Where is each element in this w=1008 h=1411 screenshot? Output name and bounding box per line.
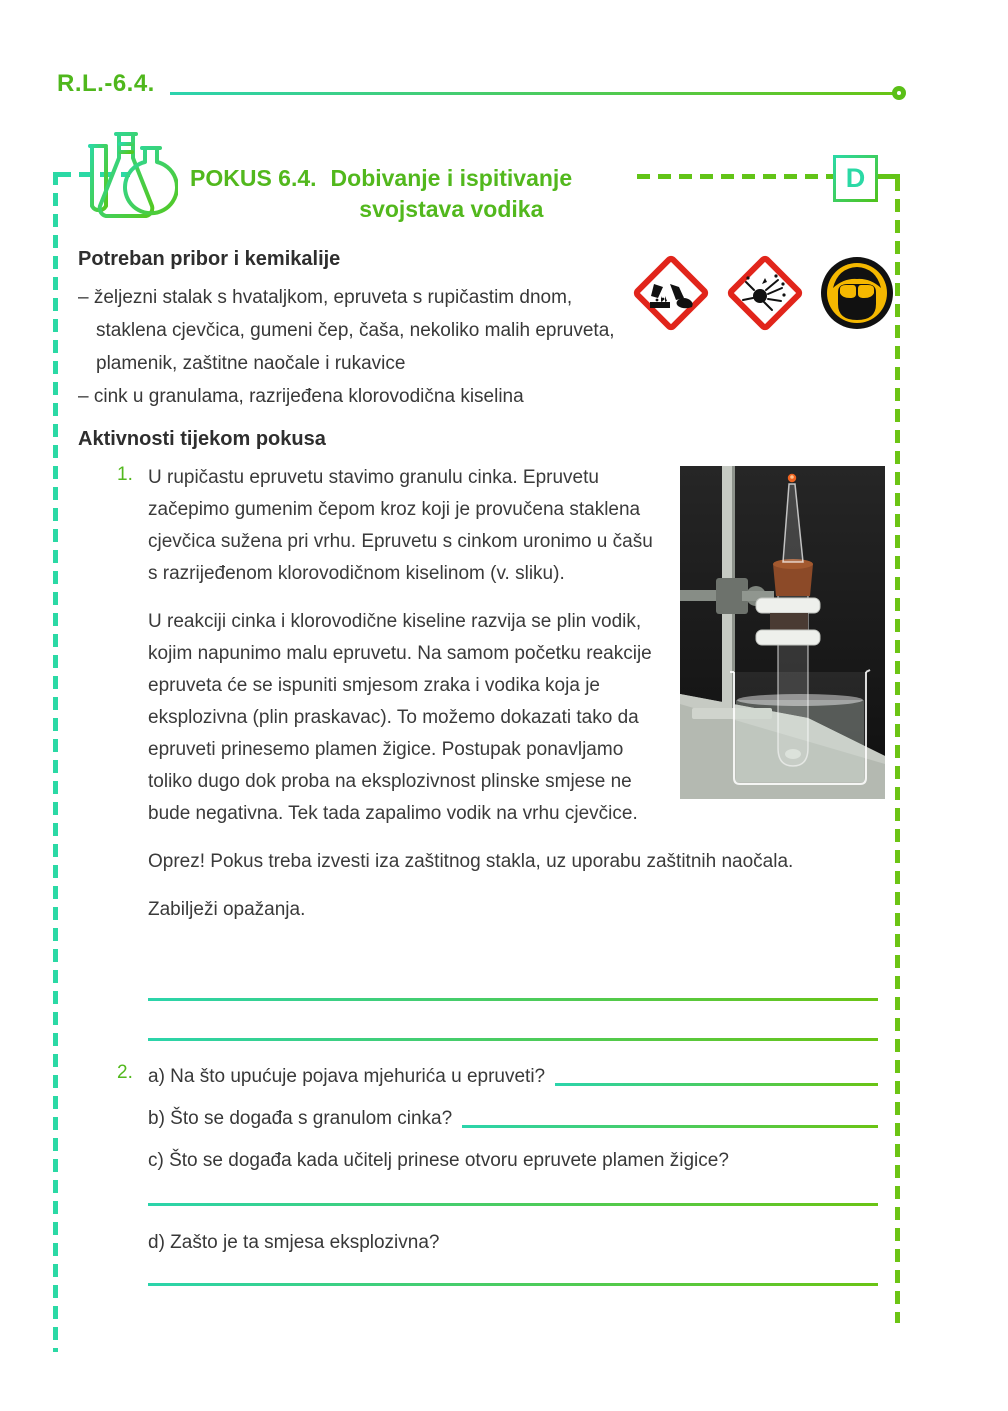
answer-line bbox=[148, 1203, 878, 1206]
experiment-title-line1: Dobivanje i ispitivanje bbox=[330, 165, 573, 191]
equipment-heading: Potreban pribor i kemikalije bbox=[78, 248, 341, 270]
question-d-row bbox=[148, 1228, 878, 1258]
step1-paragraph-2: U reakciji cinka i klorovodične kiseline razvija se plin vodik, kojim napunimo malu epruvetu. Na samom početku reakcije epruveta će se ispuniti smjesom zraka i vodika koja je eksplozivna (plin praskavac). To možemo dokazati tako da epruveti prinesemo plamen žigice. Postupak ponavljamo toliko dugo dok proba na eksplozivnost plinske smjese ne bude negativna. Tek tada zapalimo vodik na vrhu cjevčice. bbox=[148, 611, 652, 824]
header-rule bbox=[170, 92, 894, 95]
dashed-border-left bbox=[53, 172, 58, 1352]
step1-note: Zabilježi opažanja. bbox=[148, 899, 306, 920]
equipment-item: – željezni stalak s hvataljkom, epruveta s rupičastim dnom, staklena cjevčica, gumeni čep, čaša, nekoliko malih epruveta, plamenik, zaštitne naočale i rukavice bbox=[78, 287, 615, 374]
answer-line bbox=[148, 1283, 878, 1286]
equipment-item: – cink u granulama, razrijeđena klorovodična kiselina bbox=[78, 386, 524, 407]
question-c-text: c) Što se događa kada učitelj prinese otvoru epruvete plamen žigice? bbox=[148, 1150, 729, 1171]
equipment-list bbox=[78, 281, 630, 413]
question-b-text: b) Što se događa s granulom cinka? bbox=[148, 1108, 453, 1129]
step-number-2: 2. bbox=[117, 1062, 133, 1083]
question-a-row bbox=[148, 1062, 878, 1092]
header-rule-end-dot bbox=[892, 86, 906, 100]
apparatus-photo bbox=[680, 466, 885, 799]
explosive-hazard-icon bbox=[726, 254, 804, 337]
lab-flasks-icon bbox=[78, 126, 178, 229]
page-code: R.L.-6.4. bbox=[57, 70, 155, 97]
hazard-pictograms bbox=[632, 254, 894, 337]
step1-text bbox=[148, 462, 885, 926]
activities-heading: Aktivnosti tijekom pokusa bbox=[78, 428, 326, 450]
dashed-border-right bbox=[895, 178, 900, 1323]
step1-caution: Oprez! Pokus treba izvesti iza zaštitnog stakla, uz uporabu zaštitnih naočala. bbox=[148, 851, 794, 872]
step-number-1: 1. bbox=[117, 464, 133, 485]
answer-line bbox=[462, 1125, 878, 1128]
question-c-row bbox=[148, 1146, 878, 1176]
answer-line bbox=[148, 998, 878, 1001]
question-a-text: a) Na što upućuje pojava mjehurića u epruveti? bbox=[148, 1066, 546, 1087]
experiment-title-line2: svojstava vodika bbox=[359, 196, 544, 222]
eye-protection-required-icon bbox=[820, 256, 894, 335]
corrosive-hazard-icon bbox=[632, 254, 710, 337]
experiment-label: POKUS 6.4. bbox=[190, 165, 317, 191]
question-d-text: d) Zašto je ta smjesa eksplozivna? bbox=[148, 1232, 440, 1253]
answer-line bbox=[555, 1083, 878, 1086]
dashed-border-top-right bbox=[637, 174, 833, 179]
answer-line bbox=[148, 1038, 878, 1041]
step1-paragraph-1: U rupičastu epruvetu stavimo granulu cinka. Epruvetu začepimo gumenim čepom kroz koji je provučena staklena cjevčica sužena pri vrhu. Epruvetu s cinkom uronimo u čašu s razrijeđenom klorovodičnom kiselinom (v. sliku). bbox=[148, 467, 653, 584]
section-badge: D bbox=[833, 155, 878, 202]
experiment-title bbox=[190, 163, 572, 225]
question-b-row bbox=[148, 1104, 878, 1134]
